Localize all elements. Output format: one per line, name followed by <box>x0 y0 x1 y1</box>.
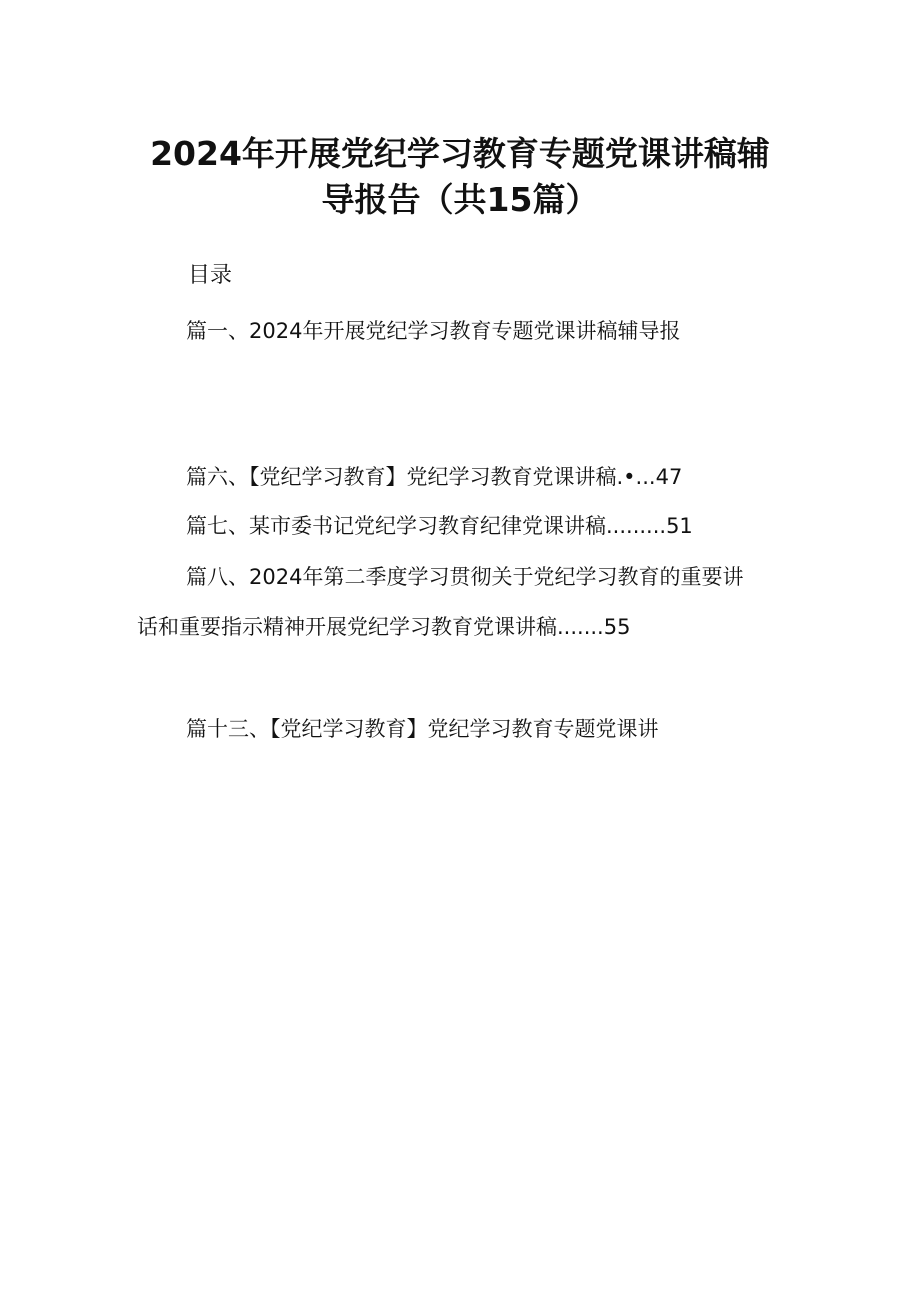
toc-entry-8-line-1[interactable]: 篇八、2024年第二季度学习贯彻关于党纪学习教育的重要讲 <box>186 565 744 589</box>
document-title-line-1: 2024年开展党纪学习教育专题党课讲稿辅 <box>150 134 770 173</box>
toc-entry-6[interactable]: 篇六、【党纪学习教育】党纪学习教育党课讲稿.•...47 <box>186 465 683 489</box>
toc-entry-7[interactable]: 篇七、某市委书记党纪学习教育纪律党课讲稿.........51 <box>186 514 693 538</box>
toc-entry-13[interactable]: 篇十三、【党纪学习教育】党纪学习教育专题党课讲 <box>186 717 659 741</box>
toc-entry-8-line-2[interactable]: 话和重要指示精神开展党纪学习教育党课讲稿.......55 <box>137 615 631 639</box>
document-title-line-2: 导报告（共15篇） <box>321 180 599 219</box>
toc-entry-1[interactable]: 篇一、2024年开展党纪学习教育专题党课讲稿辅导报 <box>186 319 681 343</box>
toc-heading: 目录 <box>188 263 233 288</box>
